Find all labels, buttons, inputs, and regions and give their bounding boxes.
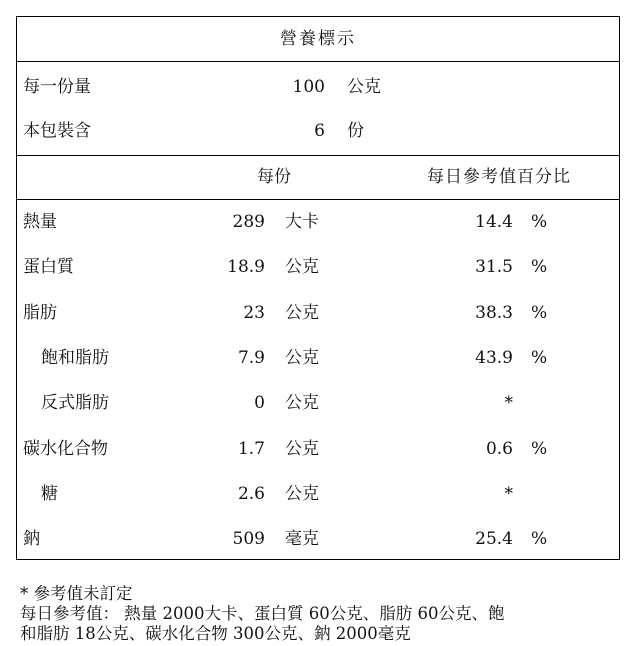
nutrient-value: 509 (232, 529, 265, 549)
nutrient-name: 反式脂肪 (41, 393, 109, 413)
nutrient-value: 289 (232, 212, 265, 232)
nutrient-daily-value: 0.6 (485, 439, 513, 459)
nutrient-percent-sign: % (531, 348, 548, 368)
nutrient-daily-value: 43.9 (475, 348, 513, 368)
nutrient-name: 鈉 (23, 529, 40, 549)
nutrient-value: 2.6 (237, 484, 265, 504)
nutrient-daily-value: * (504, 393, 513, 413)
nutrient-name: 糖 (41, 484, 58, 504)
nutrient-value: 0 (254, 393, 265, 413)
divider-serving (17, 155, 619, 156)
divider-header (17, 199, 619, 200)
nutrient-name: 蛋白質 (23, 257, 74, 277)
nutrient-percent-sign: % (531, 303, 548, 323)
nutrient-percent-sign: % (531, 439, 548, 459)
servings-unit: 份 (347, 121, 364, 141)
label-title: 營養標示 (280, 29, 356, 49)
nutrient-daily-value: * (504, 484, 513, 504)
nutrient-unit: 大卡 (285, 212, 319, 232)
column-header-per-serving: 每份 (257, 167, 291, 187)
nutrient-unit: 公克 (285, 348, 319, 368)
nutrient-value: 18.9 (227, 257, 265, 277)
nutrient-name: 飽和脂肪 (41, 348, 109, 368)
nutrient-unit: 毫克 (285, 529, 319, 549)
nutrition-label-panel (16, 16, 620, 560)
nutrient-daily-value: 14.4 (475, 212, 513, 232)
footnote-reference-line-1: 每日參考值： 熱量 2000大卡、蛋白質 60公克、脂肪 60公克、飽 (20, 604, 505, 623)
footnote-reference-line-2: 和脂肪 18公克、碳水化合物 300公克、鈉 2000毫克 (20, 624, 411, 643)
per-serving-value: 100 (292, 77, 325, 97)
nutrient-value: 1.7 (237, 439, 265, 459)
nutrient-unit: 公克 (285, 439, 319, 459)
nutrient-unit: 公克 (285, 257, 319, 277)
nutrient-daily-value: 31.5 (475, 257, 513, 277)
nutrient-unit: 公克 (285, 303, 319, 323)
nutrient-name: 熱量 (23, 212, 57, 232)
nutrient-value: 7.9 (237, 348, 265, 368)
nutrient-unit: 公克 (285, 484, 319, 504)
nutrient-name: 碳水化合物 (23, 439, 108, 459)
footnotes (20, 584, 620, 644)
column-header-daily-value: 每日參考值百分比 (427, 167, 571, 187)
per-serving-unit: 公克 (347, 77, 381, 97)
nutrient-daily-value: 25.4 (475, 529, 513, 549)
nutrient-percent-sign: % (531, 212, 548, 232)
nutrient-percent-sign: % (531, 529, 548, 549)
servings-label: 本包裝含 (23, 121, 91, 141)
divider-title (17, 61, 619, 62)
footnote-asterisk: * 參考值未訂定 (20, 584, 133, 603)
nutrient-value: 23 (243, 303, 265, 323)
nutrient-unit: 公克 (285, 393, 319, 413)
nutrient-percent-sign: % (531, 257, 548, 277)
per-serving-label: 每一份量 (23, 77, 91, 97)
nutrient-name: 脂肪 (23, 303, 57, 323)
nutrient-daily-value: 38.3 (475, 303, 513, 323)
servings-value: 6 (314, 121, 325, 141)
